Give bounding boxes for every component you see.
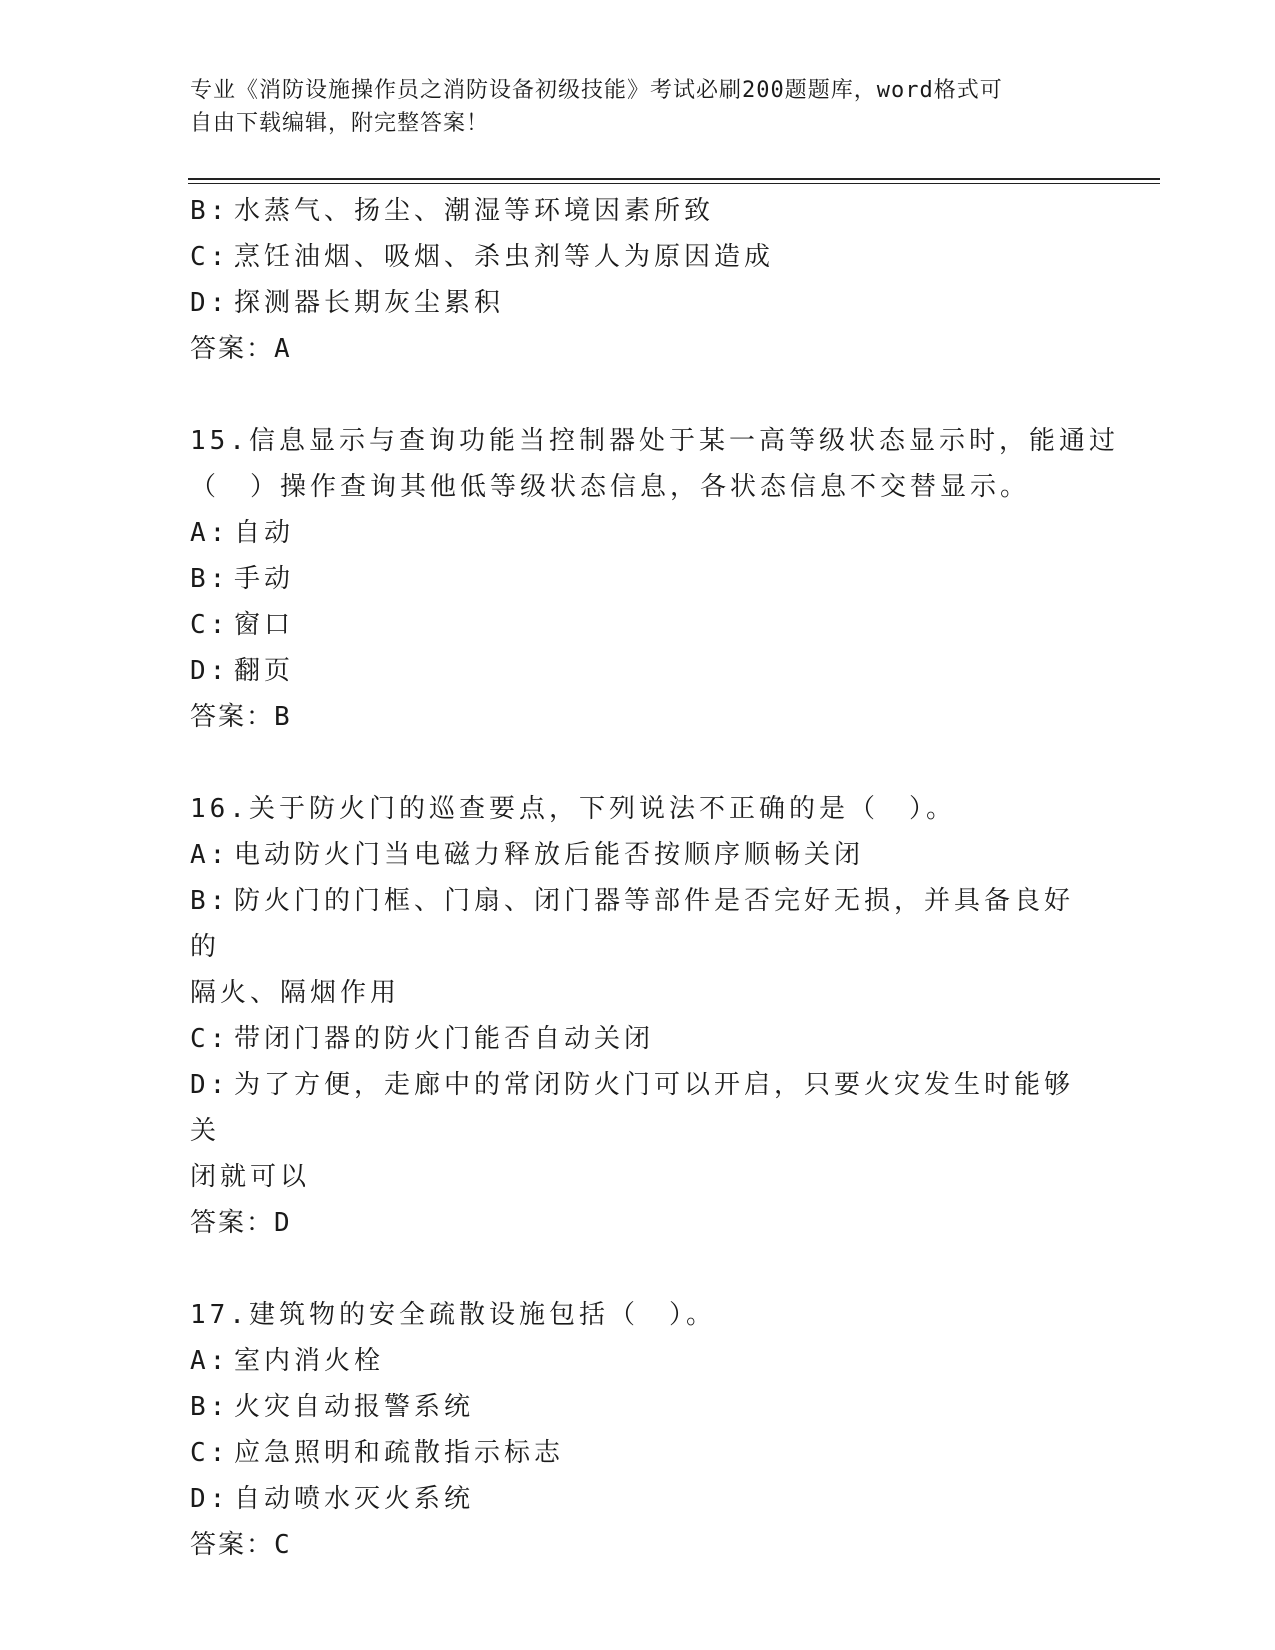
option-letter: C: bbox=[190, 1024, 230, 1054]
option-text: 窗口 bbox=[234, 610, 295, 640]
spacer bbox=[190, 372, 1090, 418]
option-a bbox=[190, 510, 1090, 556]
option-text: 自动喷水灭火系统 bbox=[234, 1484, 475, 1514]
answer-line bbox=[190, 694, 1090, 740]
option-letter: A: bbox=[190, 1346, 230, 1376]
header-line-2: 自由下载编辑，附完整答案！ bbox=[190, 111, 490, 136]
answer-line bbox=[190, 1200, 1090, 1246]
option-text: 应急照明和疏散指示标志 bbox=[234, 1438, 565, 1468]
option-letter: B: bbox=[190, 1392, 230, 1422]
answer-label: 答案： bbox=[190, 702, 275, 732]
spacer bbox=[190, 1246, 1090, 1292]
option-text: 手动 bbox=[234, 564, 295, 594]
question-block-16 bbox=[190, 786, 1090, 1246]
option-text: 电动防火门当电磁力释放后能否按顺序顺畅关闭 bbox=[234, 840, 865, 870]
option-letter: B: bbox=[190, 196, 230, 226]
option-letter: B: bbox=[190, 564, 230, 594]
document-header bbox=[190, 74, 1090, 140]
header-divider-thick bbox=[188, 178, 1160, 180]
option-text: 探测器长期灰尘累积 bbox=[234, 288, 505, 318]
option-c bbox=[190, 602, 1090, 648]
option-d bbox=[190, 1476, 1090, 1522]
answer-value: B bbox=[274, 702, 292, 732]
answer-label: 答案： bbox=[190, 1530, 275, 1560]
option-text: 水蒸气、扬尘、潮湿等环境因素所致 bbox=[234, 196, 715, 226]
option-text: 烹饪油烟、吸烟、杀虫剂等人为原因造成 bbox=[234, 242, 775, 272]
option-c bbox=[190, 1016, 1090, 1062]
option-text: 自动 bbox=[234, 518, 295, 548]
answer-line bbox=[190, 1522, 1090, 1568]
answer-value: C bbox=[274, 1530, 292, 1560]
option-a bbox=[190, 832, 1090, 878]
header-line-1: 专业《消防设施操作员之消防设备初级技能》考试必刷200题题库，word格式可 bbox=[190, 78, 1003, 103]
answer-label: 答案： bbox=[190, 1208, 275, 1238]
option-b bbox=[190, 556, 1090, 602]
option-letter: D: bbox=[190, 1070, 230, 1100]
option-text: 翻页 bbox=[234, 656, 295, 686]
option-letter: C: bbox=[190, 242, 230, 272]
option-b bbox=[190, 188, 1090, 234]
option-b bbox=[190, 1384, 1090, 1430]
spacer bbox=[190, 740, 1090, 786]
option-text: 火灾自动报警系统 bbox=[234, 1392, 475, 1422]
option-letter: D: bbox=[190, 288, 230, 318]
option-text: 为了方便，走廊中的常闭防火门可以开启，只要火灾发生时能够关 bbox=[190, 1070, 1075, 1146]
option-d bbox=[190, 1062, 1090, 1154]
question-stem: 15.信息显示与查询功能当控制器处于某一高等级状态显示时，能通过 bbox=[190, 426, 1119, 456]
answer-value: A bbox=[274, 334, 292, 364]
question-block-15 bbox=[190, 418, 1119, 740]
header-divider-thin bbox=[188, 183, 1160, 184]
option-text-continued: 隔火、隔烟作用 bbox=[190, 978, 401, 1008]
question-stem: 16.关于防火门的巡查要点，下列说法不正确的是（ ）。 bbox=[190, 794, 956, 824]
question-stem: 17.建筑物的安全疏散设施包括（ ）。 bbox=[190, 1300, 716, 1330]
option-text: 带闭门器的防火门能否自动关闭 bbox=[234, 1024, 655, 1054]
option-c bbox=[190, 234, 1090, 280]
answer-line bbox=[190, 326, 1090, 372]
option-c bbox=[190, 1430, 1090, 1476]
answer-value: D bbox=[274, 1208, 292, 1238]
question-list bbox=[190, 188, 1119, 1568]
answer-label: 答案： bbox=[190, 334, 275, 364]
option-letter: A: bbox=[190, 518, 230, 548]
option-letter: D: bbox=[190, 1484, 230, 1514]
option-d bbox=[190, 280, 1090, 326]
option-b bbox=[190, 878, 1090, 970]
option-letter: C: bbox=[190, 610, 230, 640]
option-letter: A: bbox=[190, 840, 230, 870]
option-text-continued: 闭就可以 bbox=[190, 1162, 311, 1192]
option-d bbox=[190, 648, 1090, 694]
question-block-partial bbox=[190, 188, 1090, 372]
option-text: 室内消火栓 bbox=[234, 1346, 385, 1376]
option-a bbox=[190, 1338, 1090, 1384]
option-letter: B: bbox=[190, 886, 230, 916]
question-stem-continued: （ ）操作查询其他低等级状态信息，各状态信息不交替显示。 bbox=[190, 472, 1031, 502]
option-letter: D: bbox=[190, 656, 230, 686]
option-text: 防火门的门框、门扇、闭门器等部件是否完好无损，并具备良好的 bbox=[190, 886, 1075, 962]
option-letter: C: bbox=[190, 1438, 230, 1468]
question-block-17 bbox=[190, 1292, 1090, 1568]
